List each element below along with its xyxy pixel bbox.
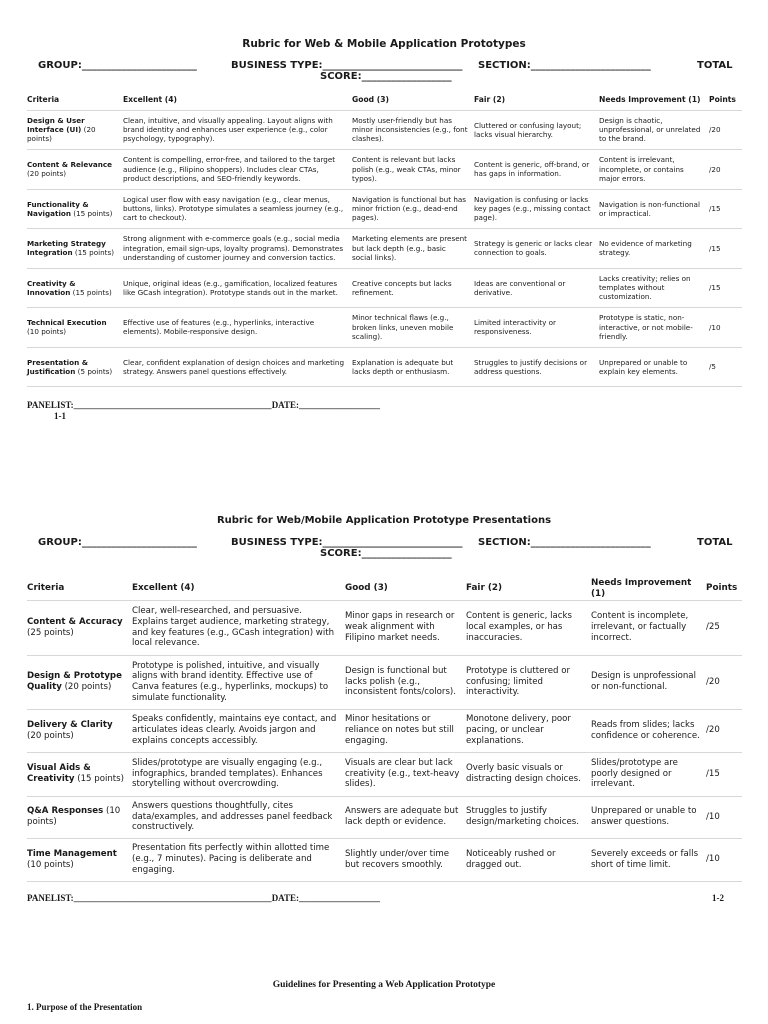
- criteria-cell: [27, 709, 132, 752]
- table-row: [27, 600, 742, 655]
- table-row: [27, 308, 742, 348]
- fair-cell: Cluttered or confusing layout; lacks visual hierarchy.: [474, 110, 599, 150]
- fair-cell: Content is generic, off-brand, or has gaps in information.: [474, 150, 599, 190]
- criteria-points: (15 points): [77, 774, 124, 785]
- criteria-points: (20 points): [64, 682, 112, 693]
- rubric-title-2: Rubric for Web/Mobile Application Prototype Presentations: [216, 515, 552, 526]
- rubric-table-1: [27, 89, 742, 387]
- needs-cell: Design is chaotic, unprofessional, or unrelated to the brand.: [599, 110, 709, 150]
- good-cell: Design is functional but lacks polish (e.g., inconsistent fonts/colors).: [345, 655, 466, 709]
- group-field-1: GROUP:_______________________: [38, 60, 197, 71]
- needs-cell: Unprepared or unable to explain key elements.: [599, 347, 709, 387]
- needs-cell: Design is unprofessional or non-functional.: [591, 655, 706, 709]
- points-cell: /15: [709, 268, 742, 308]
- table-row: [27, 150, 742, 190]
- date-label: DATE:__________________: [271, 400, 381, 410]
- col-points: Points: [706, 583, 738, 594]
- excellent-cell: Clean, intuitive, and visually appealing. Layout aligns with brand identity and enhances user experience (e.g., color psychology, typography).: [123, 110, 352, 150]
- criteria-cell: [27, 655, 132, 709]
- excellent-cell: Effective use of features (e.g., hyperlinks, interactive elements). Mobile-responsive design.: [123, 308, 352, 348]
- total-label-2: TOTAL: [697, 537, 733, 548]
- table-row: [27, 347, 742, 387]
- good-cell: Navigation is functional but has minor friction (e.g., dead-end pages).: [352, 189, 474, 229]
- criteria-points: (15 points): [74, 248, 115, 258]
- criteria-name: Content & Relevance: [27, 160, 113, 170]
- criteria-points: (15 points): [72, 287, 112, 297]
- points-cell: /20: [709, 110, 742, 150]
- good-cell: Mostly user-friendly but has minor inconsistencies (e.g., font clashes).: [352, 110, 474, 150]
- table-row: [27, 268, 742, 308]
- col-excellent: Excellent (4): [132, 583, 195, 594]
- col-needs-improvement: Needs Improvement (1): [599, 94, 701, 104]
- fair-cell: Struggles to justify decisions or address questions.: [474, 347, 599, 387]
- score-field-1: SCORE:__________________: [320, 71, 452, 82]
- criteria-name: Technical Execution: [27, 318, 107, 328]
- rubric-table-2: [27, 578, 742, 882]
- table-row: [27, 709, 742, 752]
- table-row: [27, 796, 742, 838]
- good-cell: Slightly under/over time but recovers smoothly.: [345, 838, 466, 881]
- fair-cell: Strategy is generic or lacks clear connection to goals.: [474, 229, 599, 269]
- criteria-cell: [27, 268, 123, 308]
- criteria-points: (5 points): [77, 366, 113, 376]
- good-cell: Answers are adequate but lack depth or evidence.: [345, 796, 466, 838]
- criteria-points: (20 points): [27, 125, 96, 144]
- criteria-points: (25 points): [27, 627, 74, 638]
- criteria-name: Delivery & Clarity: [27, 719, 113, 730]
- criteria-cell: [27, 150, 123, 190]
- table-row: [27, 752, 742, 796]
- rubric-title-1: Rubric for Web & Mobile Application Prototypes: [242, 38, 526, 50]
- page-number-2: 1-2: [712, 893, 724, 903]
- criteria-name: Design & User Interface (UI): [27, 115, 85, 135]
- col-fair: Fair (2): [474, 94, 506, 104]
- points-cell: /20: [709, 150, 742, 190]
- col-fair: Fair (2): [466, 583, 503, 594]
- needs-cell: Content is incomplete, irrelevant, or factually incorrect.: [591, 600, 706, 655]
- criteria-name: Functionality & Navigation: [27, 199, 89, 218]
- score-field-2: SCORE:__________________: [320, 548, 452, 559]
- points-cell: /25: [706, 600, 742, 655]
- points-cell: /5: [709, 347, 742, 387]
- points-cell: /15: [706, 752, 742, 796]
- fair-cell: Prototype is cluttered or confusing; limited interactivity.: [466, 655, 591, 709]
- table-row: [27, 229, 742, 269]
- business-type-field-2: BUSINESS TYPE:____________________________: [231, 537, 463, 548]
- fair-cell: Monotone delivery, poor pacing, or unclear explanations.: [466, 709, 591, 752]
- section-field-1: SECTION:________________________: [478, 60, 651, 71]
- table-row: [27, 838, 742, 881]
- table-row: [27, 189, 742, 229]
- criteria-cell: [27, 189, 123, 229]
- excellent-cell: Clear, confident explanation of design choices and marketing strategy. Answers panel questions effectively.: [123, 347, 352, 387]
- excellent-cell: Speaks confidently, maintains eye contact, and articulates ideas clearly. Avoids jargon and explains concepts accessibly.: [132, 709, 345, 752]
- good-cell: Minor technical flaws (e.g., broken links, uneven mobile scaling).: [352, 308, 474, 348]
- guidelines-title: Guidelines for Presenting a Web Application Prototype: [272, 980, 496, 990]
- criteria-points: (20 points): [27, 169, 67, 179]
- criteria-cell: [27, 600, 132, 655]
- criteria-cell: [27, 796, 132, 838]
- good-cell: Content is relevant but lacks polish (e.g., weak CTAs, minor typos).: [352, 150, 474, 190]
- col-good: Good (3): [345, 583, 388, 594]
- col-good: Good (3): [352, 94, 389, 104]
- criteria-name: Creativity & Innovation: [27, 278, 76, 297]
- criteria-name: Design & Prototype Quality: [27, 671, 122, 693]
- good-cell: Minor gaps in research or weak alignment with Filipino market needs.: [345, 600, 466, 655]
- criteria-cell: [27, 110, 123, 150]
- criteria-points: (15 points): [73, 208, 113, 218]
- criteria-name: Time Management: [27, 848, 117, 859]
- excellent-cell: Logical user flow with easy navigation (e.g., clear menus, buttons, links). Prototype simulates a seamless journey (e.g., cart to checkout).: [123, 189, 352, 229]
- guidelines-item-1: 1. Purpose of the Presentation: [27, 1002, 143, 1012]
- needs-cell: Lacks creativity; relies on templates without customization.: [599, 268, 709, 308]
- good-cell: Minor hesitations or reliance on notes but still engaging.: [345, 709, 466, 752]
- good-cell: Creative concepts but lacks refinement.: [352, 268, 474, 308]
- table-header-row: [27, 578, 742, 600]
- points-cell: /15: [709, 189, 742, 229]
- fair-cell: Content is generic, lacks local examples, or has inaccuracies.: [466, 600, 591, 655]
- points-cell: /10: [706, 796, 742, 838]
- criteria-name: Marketing Strategy Integration: [27, 239, 106, 258]
- excellent-cell: Unique, original ideas (e.g., gamification, localized features like GCash integration). Prototype stands out in the market.: [123, 268, 352, 308]
- criteria-cell: [27, 229, 123, 269]
- total-label-1: TOTAL: [697, 60, 733, 71]
- table-row: [27, 655, 742, 709]
- excellent-cell: Prototype is polished, intuitive, and visually aligns with brand identity. Effective use of Canva features (e.g., hyperlinks, mockups) to simulate functionality.: [132, 655, 345, 709]
- points-cell: /10: [706, 838, 742, 881]
- criteria-name: Q&A Responses: [27, 806, 104, 817]
- fair-cell: Limited interactivity or responsiveness.: [474, 308, 599, 348]
- page-number-1: 1-1: [54, 411, 66, 421]
- col-needs-improvement: Needs Improvement (1): [591, 578, 692, 599]
- needs-cell: Prototype is static, non-interactive, or not mobile-friendly.: [599, 308, 709, 348]
- fair-cell: Noticeably rushed or dragged out.: [466, 838, 591, 881]
- excellent-cell: Strong alignment with e-commerce goals (e.g., social media integration, email sign-ups, loyalty programs). Demonstrates understanding of customer journey and conversion tactics.: [123, 229, 352, 269]
- needs-cell: Content is irrelevant, incomplete, or contains major errors.: [599, 150, 709, 190]
- excellent-cell: Content is compelling, error-free, and tailored to the target audience (e.g., Filipino shoppers). Includes clear CTAs, product descriptions, and SEO-friendly keywords.: [123, 150, 352, 190]
- excellent-cell: Slides/prototype are visually engaging (e.g., infographics, branded templates). Enhances storytelling without overcrowding.: [132, 752, 345, 796]
- criteria-cell: [27, 752, 132, 796]
- points-cell: /20: [706, 655, 742, 709]
- needs-cell: No evidence of marketing strategy.: [599, 229, 709, 269]
- criteria-points: (10 points): [27, 859, 74, 870]
- good-cell: Marketing elements are present but lack depth (e.g., basic social links).: [352, 229, 474, 269]
- date-label: DATE:__________________: [271, 893, 381, 903]
- col-criteria: Criteria: [27, 583, 65, 594]
- criteria-cell: [27, 838, 132, 881]
- excellent-cell: Presentation fits perfectly within allotted time (e.g., 7 minutes). Pacing is deliberate and engaging.: [132, 838, 345, 881]
- fair-cell: Struggles to justify design/marketing choices.: [466, 796, 591, 838]
- criteria-points: (10 points): [27, 806, 121, 828]
- table-row: [27, 110, 742, 150]
- col-excellent: Excellent (4): [123, 94, 177, 104]
- criteria-cell: [27, 308, 123, 348]
- points-cell: /15: [709, 229, 742, 269]
- excellent-cell: Answers questions thoughtfully, cites data/examples, and addresses panel feedback constructively.: [132, 796, 345, 838]
- fair-cell: Navigation is confusing or lacks key pages (e.g., missing contact page).: [474, 189, 599, 229]
- business-type-field-1: BUSINESS TYPE:____________________________: [231, 60, 463, 71]
- criteria-points: (10 points): [27, 327, 67, 337]
- table-header-row: [27, 89, 742, 110]
- fair-cell: Ideas are conventional or derivative.: [474, 268, 599, 308]
- col-criteria: Criteria: [27, 94, 60, 104]
- points-cell: /10: [709, 308, 742, 348]
- needs-cell: Severely exceeds or falls short of time limit.: [591, 838, 706, 881]
- criteria-name: Visual Aids & Creativity: [27, 763, 91, 785]
- criteria-name: Content & Accuracy: [27, 616, 123, 627]
- needs-cell: Navigation is non-functional or impractical.: [599, 189, 709, 229]
- fair-cell: Overly basic visuals or distracting design choices.: [466, 752, 591, 796]
- panelist-label: PANELIST:____________________________________________: [27, 893, 272, 903]
- criteria-points: (20 points): [27, 730, 74, 741]
- panelist-field-1: [27, 400, 380, 410]
- good-cell: Explanation is adequate but lacks depth or enthusiasm.: [352, 347, 474, 387]
- needs-cell: Unprepared or unable to answer questions.: [591, 796, 706, 838]
- panelist-label: PANELIST:____________________________________________: [27, 400, 272, 410]
- group-field-2: GROUP:_______________________: [38, 537, 197, 548]
- points-cell: /20: [706, 709, 742, 752]
- criteria-cell: [27, 347, 123, 387]
- col-points: Points: [709, 94, 736, 104]
- criteria-name: Presentation & Justification: [27, 357, 88, 376]
- section-field-2: SECTION:________________________: [478, 537, 651, 548]
- excellent-cell: Clear, well-researched, and persuasive. Explains target audience, marketing strategy, and key features (e.g., GCash integration) with local relevance.: [132, 600, 345, 655]
- needs-cell: Slides/prototype are poorly designed or irrelevant.: [591, 752, 706, 796]
- needs-cell: Reads from slides; lacks confidence or coherence.: [591, 709, 706, 752]
- panelist-field-2: [27, 893, 380, 903]
- good-cell: Visuals are clear but lack creativity (e.g., text-heavy slides).: [345, 752, 466, 796]
